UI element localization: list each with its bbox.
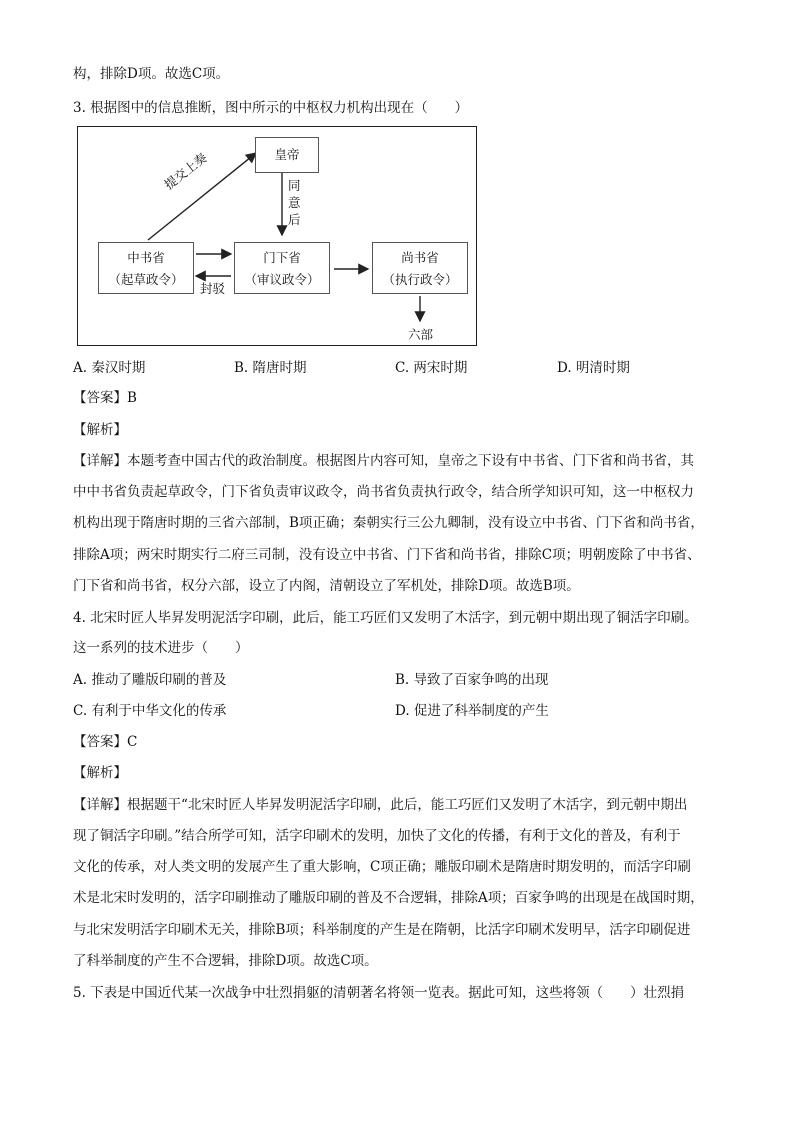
q3-answer: 【答案】B (73, 390, 137, 406)
node-menxia (234, 242, 330, 294)
question-5: 5. 下表是中国近代某一次战争中壮烈捐躯的清朝著名将领一览表。据此可知，这些将领（ ）壮烈捐 (73, 985, 685, 1001)
q3-detail: 【详解】本题考查中国古代的政治制度。根据图片内容可知，皇帝之下设有中书省、门下省和尚书省，其 (73, 453, 694, 469)
q3-detail: 门下省和尚书省，权分六部，设立了内阁，清朝设立了军机处，排除D项。故选B项。 (73, 578, 580, 594)
q4-detail: 现了铜活字印刷。”结合所学可知，活字印刷术的发明，加快了文化的传播，有利于文化的普及，有利于 (73, 828, 681, 844)
q4-detail: 了科举制度的产生不合逻辑，排除D项。故选C项。 (73, 953, 378, 969)
q3-option-a: A. 秦汉时期 (73, 360, 146, 376)
q3-option-c: C. 两宋时期 (395, 360, 468, 376)
q4-detail: 与北宋发明活字印刷术无关，排除B项；科举制度的产生是在隋朝，比活字印刷术发明早，活字印刷促进 (73, 922, 691, 938)
question-4: 4. 北宋时匠人毕昇发明泥活字印刷，此后，能工巧匠们又发明了木活字，到元朝中期出现了铜活字印刷。 (73, 610, 698, 626)
node-menxia-role: （审议政令） (244, 272, 320, 287)
q4-detail: 【详解】根据题干“北宋时匠人毕昇发明泥活字印刷，此后，能工巧匠们又发明了木活字，到元朝中期出 (73, 797, 688, 813)
q3-detail: 中中书省负责起草政令，门下省负责审议政令，尚书省负责执行政令，结合所学知识可知，这一中枢权力 (73, 484, 694, 500)
node-emperor-label: 皇帝 (274, 147, 300, 162)
diagram-three-departments (77, 126, 477, 346)
node-emperor (255, 137, 319, 173)
q4-detail: 文化的传承，对人类文明的发展产生了重大影响，C项正确；雕版印刷术是隋唐时期发明的，而活字印刷 (73, 859, 691, 875)
q4-option-c: C. 有利于中华文化的传承 (73, 703, 227, 719)
q4-option-a: A. 推动了雕版印刷的普及 (73, 672, 227, 688)
q4-option-b: B. 导致了百家争鸣的出现 (395, 672, 549, 688)
q4-detail: 术是北宋时发明的，活字印刷推动了雕版印刷的普及不合逻辑，排除A项；百家争鸣的出现是在战国时期， (73, 890, 704, 906)
q3-option-b: B. 隋唐时期 (234, 360, 307, 376)
node-zhongshu (98, 242, 194, 294)
node-shangshu-role: （执行政令） (382, 272, 458, 287)
label-submit: 提交上奏 (161, 149, 210, 193)
node-zhongshu-label: 中书省 (127, 250, 165, 265)
q4-answer: 【答案】C (73, 734, 138, 750)
text-line: 构，排除D项。故选C项。 (73, 66, 230, 82)
node-shangshu-label: 尚书省 (401, 250, 439, 265)
q3-detail: 机构出现于隋唐时期的三省六部制，B项正确；秦朝实行三公九卿制，没有设立中书省、门下省和尚书省， (73, 515, 704, 531)
q3-detail: 排除A项；两宋时期实行二府三司制，没有设立中书省、门下省和尚书省，排除C项；明朝废除了中书省、 (73, 547, 701, 563)
q3-analysis: 【解析】 (73, 422, 127, 438)
question-4: 这一系列的技术进步（ ） (73, 640, 249, 656)
node-shangshu (372, 242, 468, 294)
q4-analysis: 【解析】 (73, 765, 127, 781)
label-approve: 同意后 (288, 178, 301, 227)
node-zhongshu-role: （起草政令） (108, 272, 184, 287)
question-3: 3. 根据图中的信息推断，图中所示的中枢权力机构出现在（ ） (73, 100, 469, 116)
label-six-ministries: 六部 (408, 327, 434, 342)
label-reject: 封驳 (200, 281, 226, 296)
q4-option-d: D. 促进了科举制度的产生 (395, 703, 549, 719)
q3-option-d: D. 明清时期 (557, 360, 630, 376)
node-menxia-label: 门下省 (263, 250, 301, 265)
